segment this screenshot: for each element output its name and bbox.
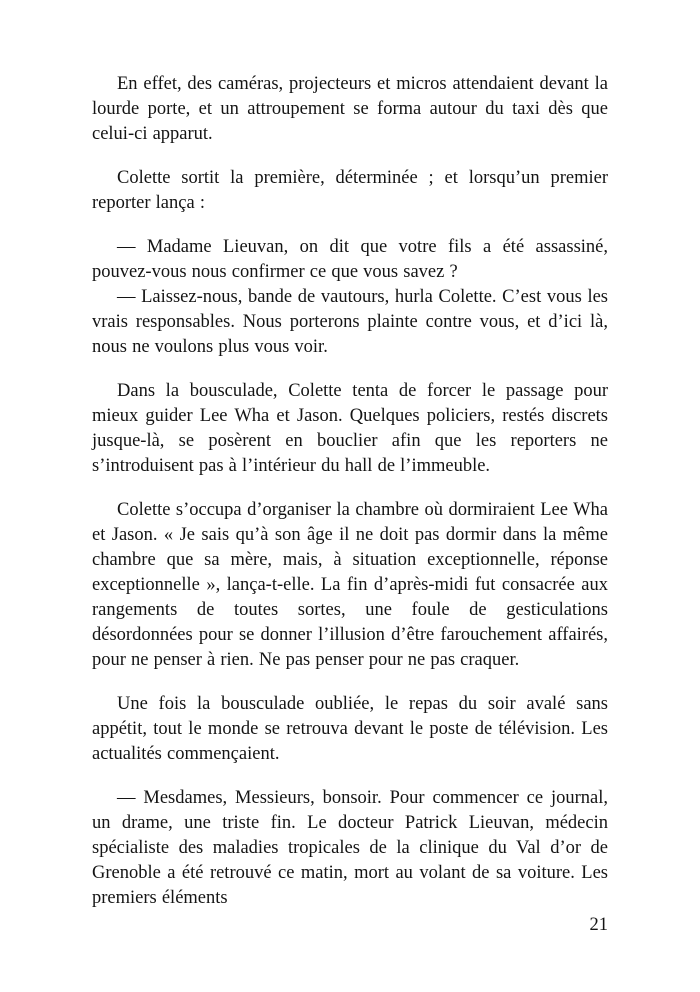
paragraph: Dans la bousculade, Colette tenta de forcer le passage pour mieux guider Lee Wha et Jason. Quelques policiers, restés discrets jusque-là, se posèrent en bouclier afin que les reporters ne s’introduisent pas à l’intérieur du hall de l’immeuble. xyxy=(92,381,608,476)
paragraph: Une fois la bousculade oubliée, le repas du soir avalé sans appétit, tout le monde se retrouva devant le poste de télévision. Les actualités commençaient. xyxy=(92,694,608,764)
page-text-block xyxy=(92,72,608,911)
paragraph: Colette sortit la première, déterminée ; et lorsqu’un premier reporter lança : xyxy=(92,168,608,213)
paragraph-dialogue: — Madame Lieuvan, on dit que votre fils a été assassiné, pouvez-vous nous confirmer ce que vous savez ? xyxy=(92,237,608,282)
paragraph-dialogue: — Laissez-nous, bande de vautours, hurla Colette. C’est vous les vrais responsables. Nous porterons plainte contre vous, et d’ici là, nous ne voulons plus vous voir. xyxy=(92,287,608,357)
paragraph-dialogue: — Mesdames, Messieurs, bonsoir. Pour commencer ce journal, un drame, une triste fin. Le docteur Patrick Lieuvan, médecin spécialiste des maladies tropicales de la clinique du Val d’or de Grenoble a été retrouvé ce matin, mort au volant de sa voiture. Les premiers éléments xyxy=(92,788,608,908)
page-number: 21 xyxy=(589,915,608,935)
paragraph: Colette s’occupa d’organiser la chambre où dormiraient Lee Wha et Jason. « Je sais qu’à son âge il ne doit pas dormir dans la même chambre que sa mère, mais, à situation exceptionnelle, réponse exceptionnelle », lança-t-elle. La fin d’après-midi fut consacrée aux rangements de toutes sortes, une foule de gesticulations désordonnées pour se donner l’illusion d’être farouchement affairés, pour ne penser à rien. Ne pas penser pour ne pas craquer. xyxy=(92,500,608,670)
paragraph: En effet, des caméras, projecteurs et micros attendaient devant la lourde porte, et un attroupement se forma autour du taxi dès que celui-ci apparut. xyxy=(92,74,608,144)
